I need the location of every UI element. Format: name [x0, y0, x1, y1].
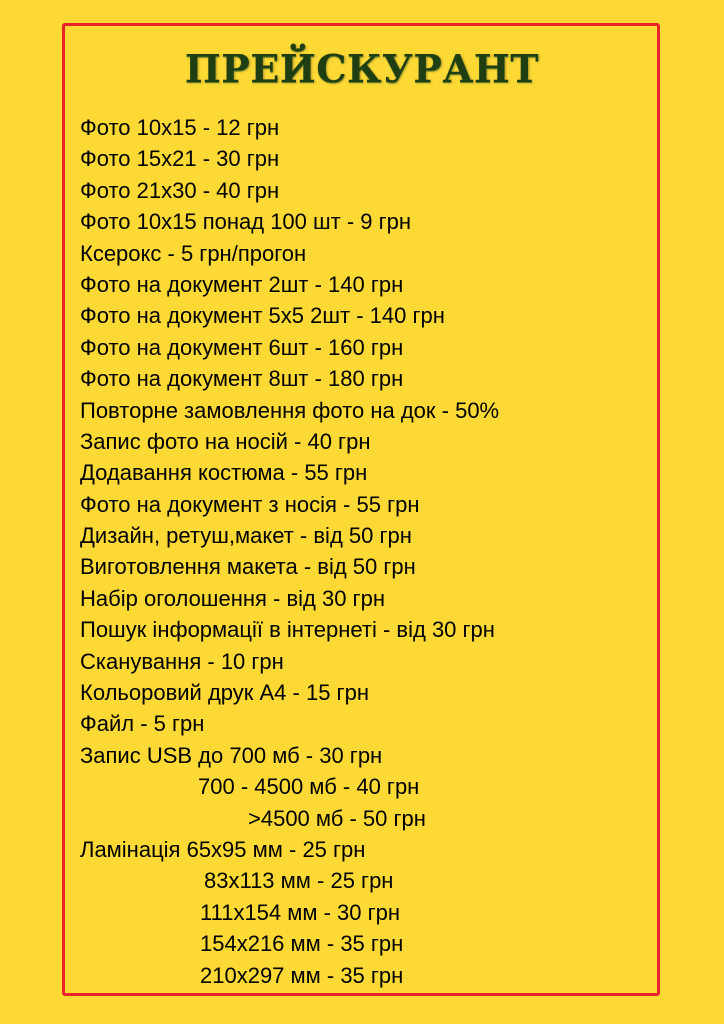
price-item: Сканування - 10 грн [80, 648, 284, 674]
price-item: Фото на документ 5х5 2шт - 140 грн [80, 303, 445, 329]
price-item-sub: 83х113 мм - 25 грн [204, 868, 394, 894]
price-item: Фото на документ з носія - 55 грн [80, 491, 420, 517]
price-item: Фото на документ 2шт - 140 грн [80, 271, 404, 297]
price-item-sub: 210х297 мм - 35 грн [200, 962, 404, 988]
price-item: Пошук інформації в інтернеті - від 30 грн [80, 617, 495, 643]
price-item: Запис фото на носій - 40 грн [80, 428, 371, 454]
price-item: Запис USB до 700 мб - 30 грн [80, 742, 383, 768]
price-item: Кольоровий друк А4 - 15 грн [80, 680, 369, 706]
price-item: Фото 15х21 - 30 грн [80, 146, 280, 172]
price-item: Фото на документ 6шт - 160 грн [80, 334, 404, 360]
price-item: Фото 21х30 - 40 грн [80, 177, 280, 203]
price-item-sub: 154х216 мм - 35 грн [200, 931, 404, 957]
price-item: Фото 10х15 - 12 грн [80, 115, 280, 140]
price-item: Фото 10х15 понад 100 шт - 9 грн [80, 209, 412, 235]
price-item: Ксерокс - 5 грн/прогон [80, 240, 307, 266]
price-item-sub: >4500 мб - 50 грн [248, 805, 426, 831]
price-item: Фото на документ 8шт - 180 грн [80, 366, 404, 392]
price-item: Виготовлення макета - від 50 грн [80, 554, 416, 580]
price-item: Додавання костюма - 55 грн [80, 460, 368, 486]
price-item: Повторне замовлення фото на док - 50% [80, 397, 500, 423]
price-item: Ламінація 65х95 мм - 25 грн [80, 836, 366, 862]
price-list [80, 112, 499, 991]
price-item-sub: 111х154 мм - 30 грн [200, 899, 401, 925]
price-item: Файл - 5 грн [80, 711, 205, 737]
price-item-sub: 700 - 4500 мб - 40 грн [198, 774, 420, 800]
price-item: Набір оголошення - від 30 грн [80, 585, 385, 611]
page-title: ПРЕЙСКУРАНТ [184, 46, 540, 91]
price-item: Дизайн, ретуш,макет - від 50 грн [80, 523, 412, 549]
